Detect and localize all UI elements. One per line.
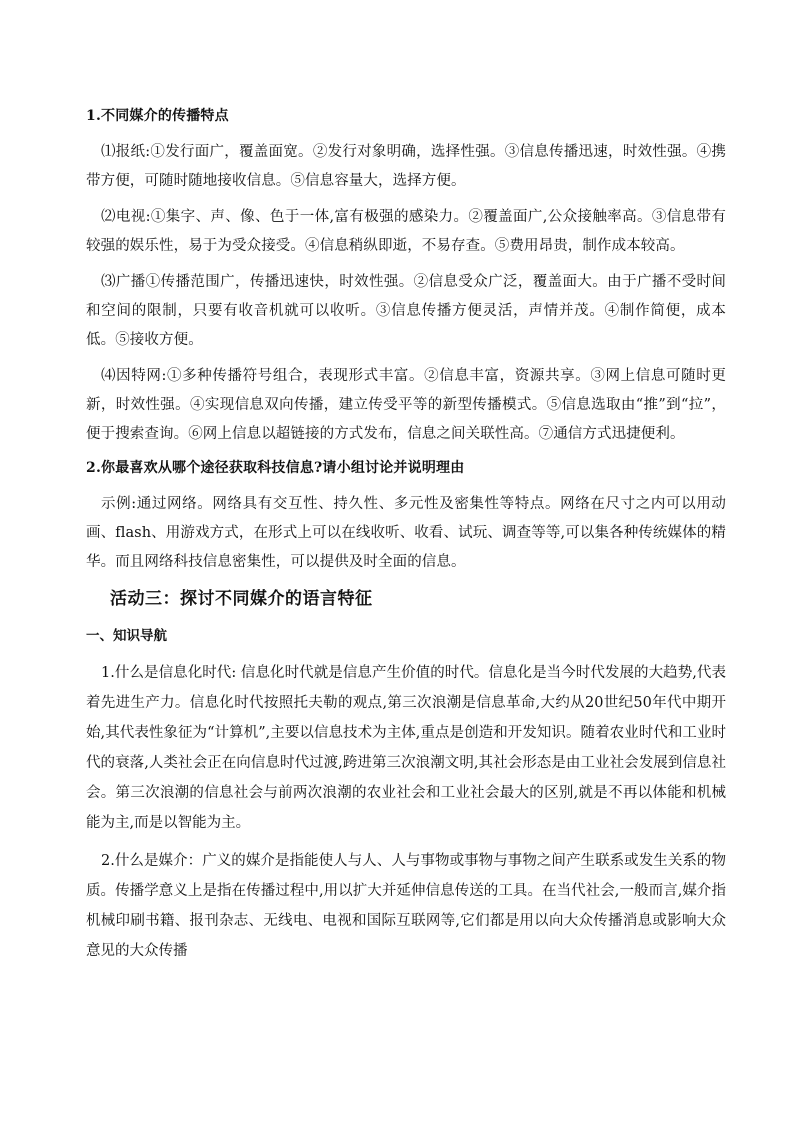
document-content <box>86 104 726 974</box>
paragraph-television: ⑵电视:①集字、声、像、色于一体,富有极强的感染力。②覆盖面广,公众接触率高。③信息带有较强的娱乐性，易于为受众接受。④信息稍纵即逝，不易存查。⑤费用昂贵，制作成本较高。 <box>86 209 726 254</box>
paragraph-newspaper: ⑴报纸:①发行面广，覆盖面宽。②发行对象明确，选择性强。③信息传播迅速，时效性强。④携带方便，可随时随地接收信息。⑤信息容量大，选择方便。 <box>86 144 726 189</box>
paragraph-internet: ⑷因特网:①多种传播符号组合，表现形式丰富。②信息丰富，资源共享。③网上信息可随时更新，时效性强。④实现信息双向传播，建立传受平等的新型传播模式。⑤信息选取由“推”到“拉”，便于搜索查询。⑥网上信息以超链接的方式发布，信息之间关联性高。⑦通信方式迅捷便利。 <box>86 368 726 442</box>
activity-heading: 活动三：探讨不同媒介的语言特征 <box>110 589 373 609</box>
paragraph-radio: ⑶广播①传播范围广，传播迅速快，时效性强。②信息受众广泛，覆盖面大。由于广播不受时间和空间的限制，只要有收音机就可以收听。③信息传播方便灵活，声情并茂。④制作简便，成本低。⑤接收方便。 <box>86 274 726 348</box>
paragraph-information-age: 1.什么是信息化时代: 信息化时代就是信息产生价值的时代。信息化是当今时代发展的大趋势,代表着先进生产力。信息化时代按照托夫勒的观点,第三次浪潮是信息革命,大约从20世纪50年代中期开始,其代表性象征为“计算机”,主要以信息技术为主体,重点是创造和开发知识。随着农业时代和工业时代的衰落,人类社会正在向信息时代过渡,跨进第三次浪潮文明,其社会形态是由工业社会发展到信息社会。第三次浪潮的信息社会与前两次浪潮的农业社会和工业社会最大的区别,就是不再以体能和机械能为主,而是以智能为主。 <box>86 665 726 831</box>
paragraph-what-is-media: 2.什么是媒介：广义的媒介是指能使人与人、人与事物或事物与事物之间产生联系或发生关系的物质。传播学意义上是指在传播过程中,用以扩大并延伸信息传送的工具。在当代社会,一般而言,媒介指机械印刷书籍、报刊杂志、无线电、电视和国际互联网等,它们都是用以向大众传播消息或影响大众意见的大众传播 <box>86 853 726 959</box>
section-heading-question: 2.你最喜欢从哪个途径获取科技信息?请小组讨论并说明理由 <box>86 460 465 476</box>
section-heading-media-features: 1.不同媒介的传播特点 <box>86 108 229 124</box>
knowledge-guide-heading: 一、知识导航 <box>86 628 167 644</box>
paragraph-example-answer: 示例:通过网络。网络具有交互性、持久性、多元性及密集性等特点。网络在尺寸之内可以用动画、flash、用游戏方式，在形式上可以在线收听、收看、试玩、调查等等,可以集各种传统媒体的精华。而且网络科技信息密集性，可以提供及时全面的信息。 <box>86 496 726 570</box>
